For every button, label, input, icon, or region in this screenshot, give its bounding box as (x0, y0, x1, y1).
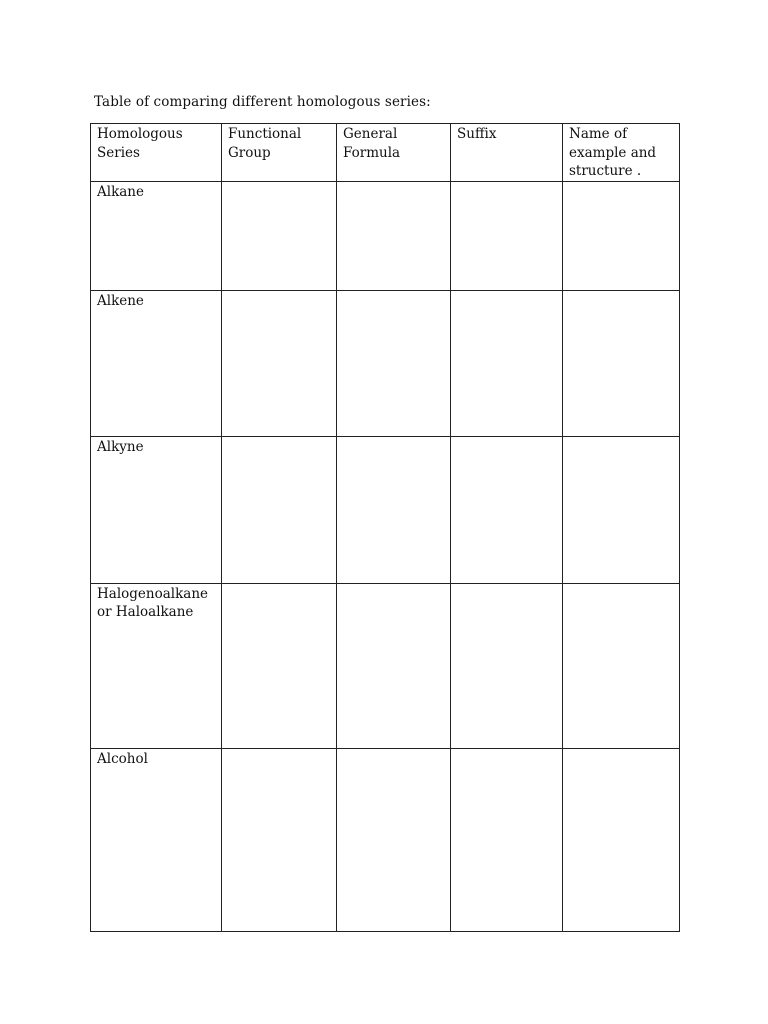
series-name-cell: Alkane (91, 181, 222, 290)
table-row-alkyne (91, 436, 680, 583)
general-formula-cell[interactable] (337, 436, 451, 583)
functional-group-cell[interactable] (222, 290, 337, 436)
series-name-cell: Alkene (91, 290, 222, 436)
suffix-cell[interactable] (451, 436, 563, 583)
functional-group-cell[interactable] (222, 181, 337, 290)
header-homologous-series: Homologous Series (91, 124, 222, 182)
series-name-cell: Alkyne (91, 436, 222, 583)
example-structure-cell[interactable] (563, 583, 680, 748)
header-general-formula: General Formula (337, 124, 451, 182)
table-row-halogenoalkane (91, 583, 680, 748)
series-name-cell: Halogenoalkane or Haloalkane (91, 583, 222, 748)
suffix-cell[interactable] (451, 181, 563, 290)
suffix-cell[interactable] (451, 290, 563, 436)
suffix-cell[interactable] (451, 748, 563, 931)
general-formula-cell[interactable] (337, 181, 451, 290)
header-example-structure: Name of example and structure . (563, 124, 680, 182)
general-formula-cell[interactable] (337, 583, 451, 748)
example-structure-cell[interactable] (563, 436, 680, 583)
functional-group-cell[interactable] (222, 748, 337, 931)
general-formula-cell[interactable] (337, 290, 451, 436)
functional-group-cell[interactable] (222, 583, 337, 748)
functional-group-cell[interactable] (222, 436, 337, 583)
suffix-cell[interactable] (451, 583, 563, 748)
table-caption: Table of comparing different homologous series: (94, 94, 431, 110)
homologous-series-table (90, 123, 680, 932)
table-row-alkane (91, 181, 680, 290)
example-structure-cell[interactable] (563, 290, 680, 436)
header-suffix: Suffix (451, 124, 563, 182)
series-name-cell: Alcohol (91, 748, 222, 931)
example-structure-cell[interactable] (563, 181, 680, 290)
table-row-alcohol (91, 748, 680, 931)
header-functional-group: Functional Group (222, 124, 337, 182)
example-structure-cell[interactable] (563, 748, 680, 931)
table-row-alkene (91, 290, 680, 436)
table-header-row (91, 124, 680, 182)
general-formula-cell[interactable] (337, 748, 451, 931)
